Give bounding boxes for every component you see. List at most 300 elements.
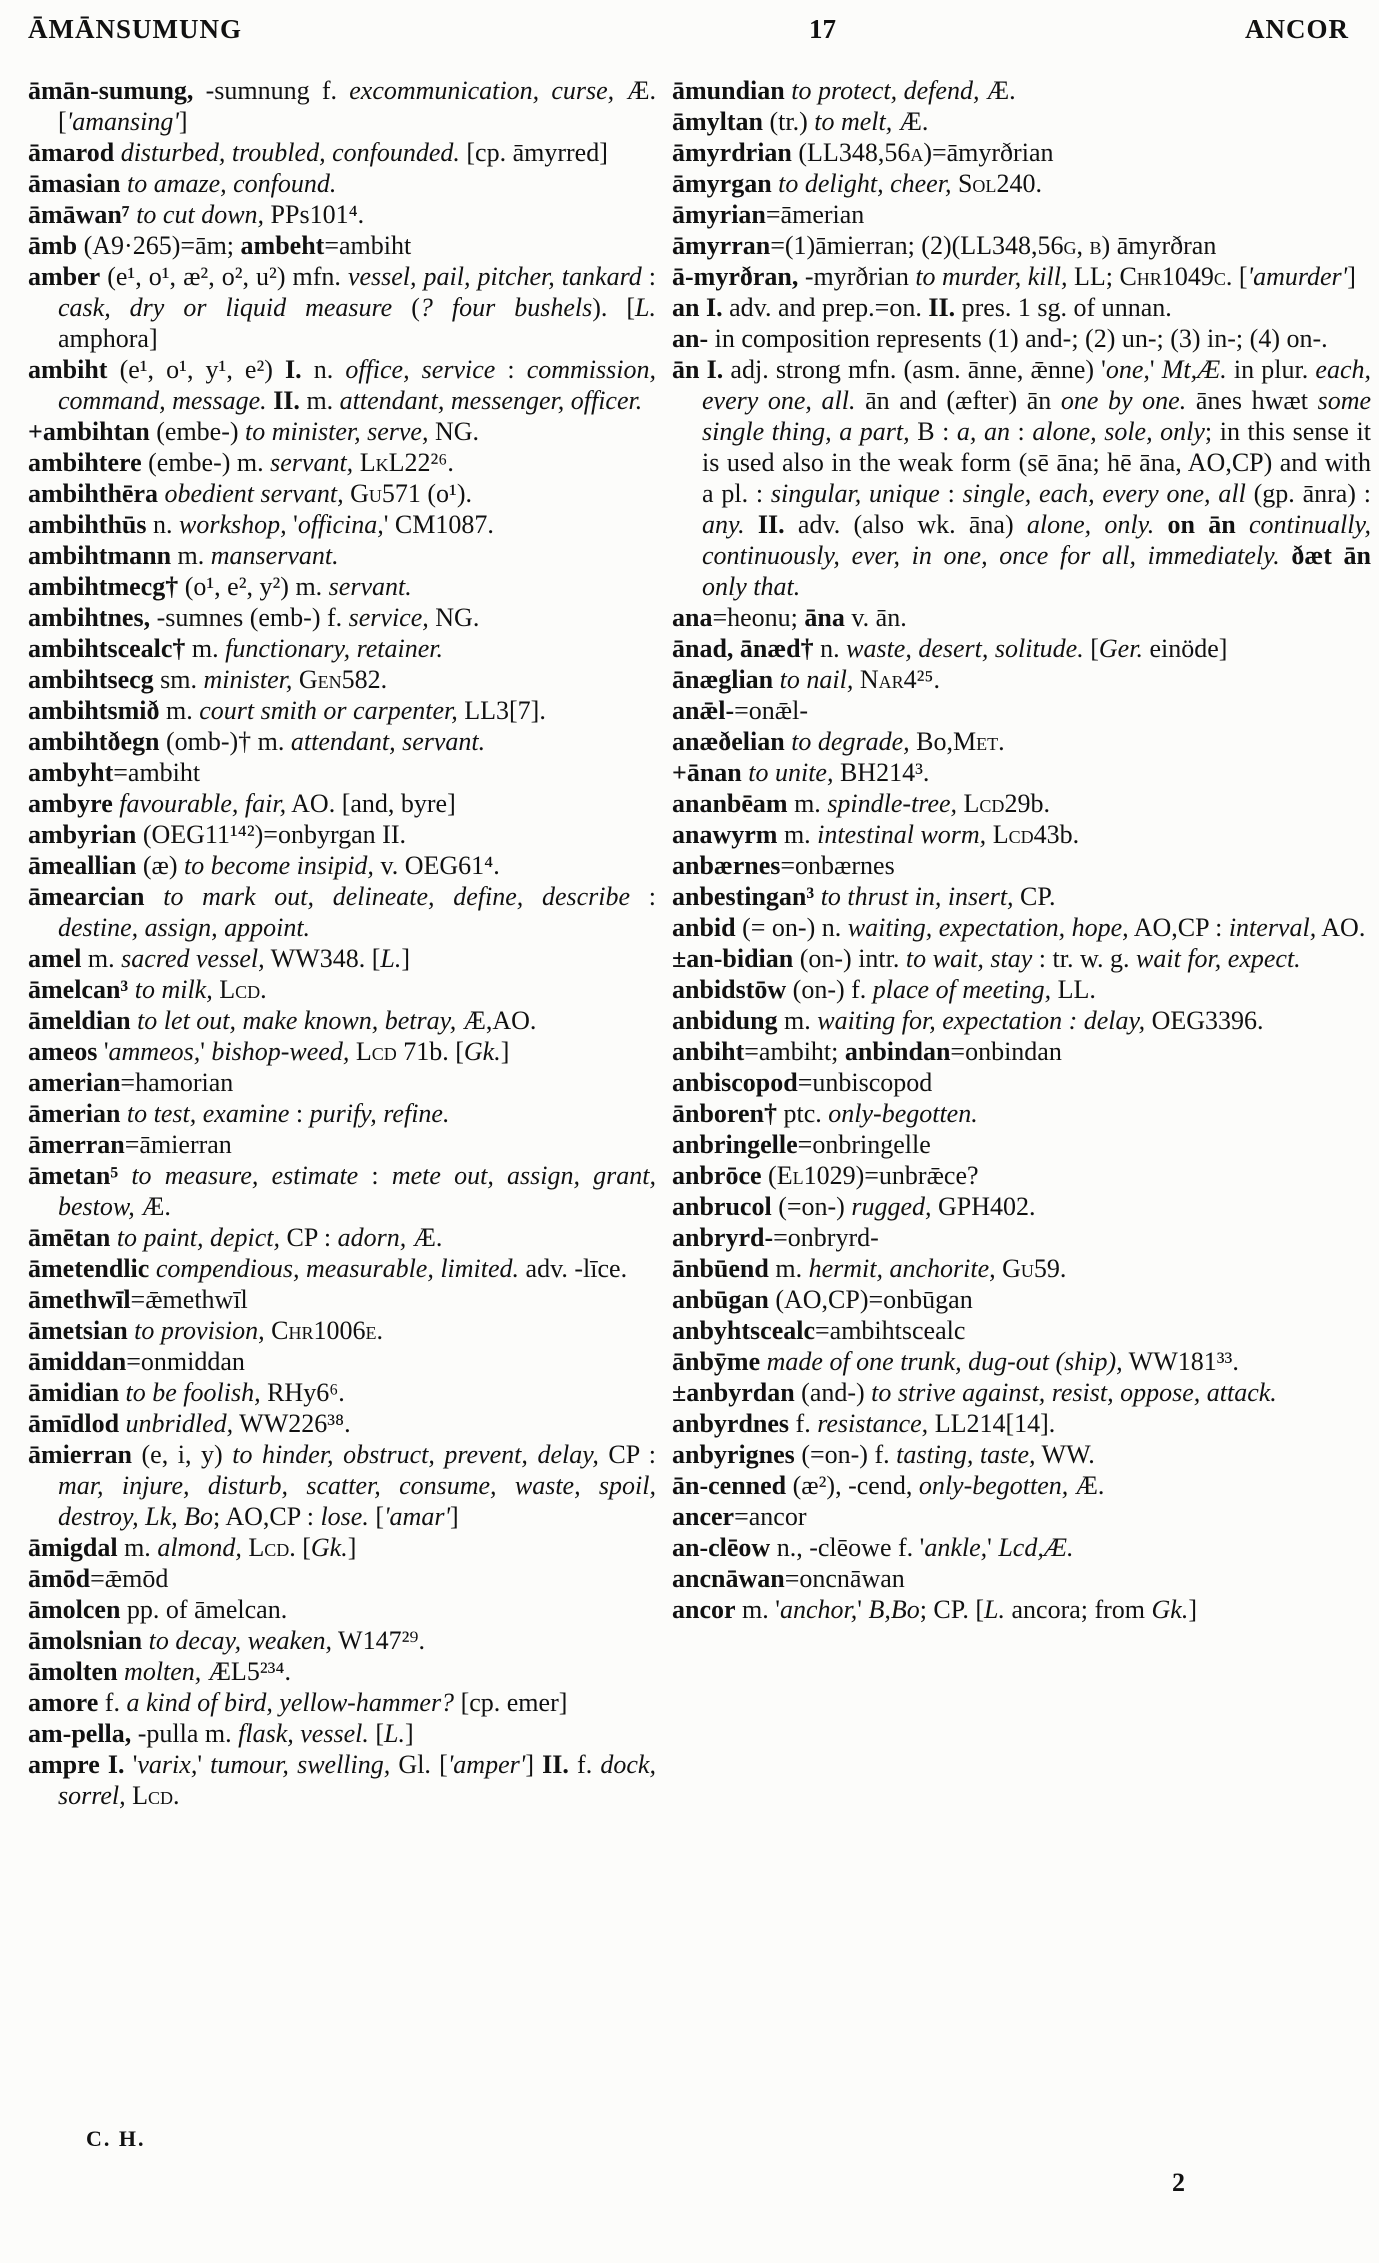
dictionary-entry bbox=[672, 602, 1371, 633]
entry-headword: ānbūend bbox=[672, 1254, 769, 1283]
entry-headword: anbestingan³ bbox=[672, 882, 815, 911]
entry-segment: B : bbox=[909, 417, 957, 446]
entry-segment: Æ,AO. bbox=[456, 1006, 537, 1035]
entry-segment: =ancor bbox=[734, 1502, 807, 1531]
entry-segment: =ambiht bbox=[113, 758, 201, 787]
entry-segment: place of meeting, bbox=[872, 975, 1052, 1004]
entry-segment: pp. of āmelcan. bbox=[120, 1595, 288, 1624]
entry-segment: n. bbox=[813, 634, 847, 663]
entry-segment: adj. strong mfn. (asm. ānne, ǣnne) ' bbox=[723, 355, 1106, 384]
entry-segment: . bbox=[998, 727, 1005, 756]
entry-segment: 'amper' bbox=[447, 1750, 526, 1779]
entry-segment: ankle, bbox=[924, 1533, 988, 1562]
entry-segment: adv. -līce. bbox=[519, 1254, 628, 1283]
dictionary-entry bbox=[28, 1160, 656, 1222]
entry-segment: (=on-) f. bbox=[794, 1440, 897, 1469]
entry-segment: =oncnāwan bbox=[784, 1564, 905, 1593]
entry-segment: 582. bbox=[341, 665, 388, 694]
entry-segment: ānes hwæt bbox=[1186, 386, 1318, 415]
entry-segment: . [ bbox=[1225, 262, 1248, 291]
dictionary-entry bbox=[28, 881, 656, 943]
entry-headword: +ambihtan bbox=[28, 417, 150, 446]
entry-segment: m. bbox=[299, 386, 340, 415]
entry-segment: ÆL5²³⁴. bbox=[201, 1657, 291, 1686]
entry-segment: hermit, anchorite, bbox=[808, 1254, 996, 1283]
entry-segment: m. bbox=[768, 1254, 809, 1283]
entry-segment: molten, bbox=[124, 1657, 202, 1686]
entry-segment: tasting, taste, bbox=[896, 1440, 1036, 1469]
entry-segment: to let out, make known, betray, bbox=[137, 1006, 457, 1035]
entry-segment: Lcd bbox=[248, 1533, 290, 1562]
entry-segment: Lcd,Æ. bbox=[998, 1533, 1074, 1562]
entry-segment: Lcd bbox=[132, 1781, 174, 1810]
dictionary-entry bbox=[28, 974, 656, 1005]
entry-headword: II. bbox=[928, 293, 956, 322]
entry-headword: ambihthēra bbox=[28, 479, 158, 508]
entry-segment: Lcd bbox=[355, 1037, 397, 1066]
dictionary-entry bbox=[672, 261, 1371, 292]
entry-segment: Nar bbox=[859, 665, 904, 694]
entry-headword: āmētan bbox=[28, 1223, 111, 1252]
entry-headword: āmierran bbox=[28, 1440, 132, 1469]
entry-headword: anbyrignes bbox=[672, 1440, 795, 1469]
entry-segment: Gk. bbox=[310, 1533, 348, 1562]
entry-segment: officina, bbox=[297, 510, 384, 539]
entry-segment: =onmiddan bbox=[126, 1347, 245, 1376]
entry-headword: ambyrian bbox=[28, 820, 137, 849]
entry-segment: (æ²), -cend, bbox=[786, 1471, 919, 1500]
entry-segment: (on-) intr. bbox=[793, 944, 906, 973]
entry-segment: in composition represents (1) and-; (2) un-; (3) in-; (4) on-. bbox=[708, 324, 1328, 353]
entry-segment: alone, sole, only bbox=[1032, 417, 1205, 446]
entry-segment: ] bbox=[401, 944, 411, 973]
dictionary-entry bbox=[672, 323, 1371, 354]
entry-segment: LL; bbox=[1067, 262, 1120, 291]
entry-segment: NG. bbox=[428, 417, 480, 446]
entry-segment: adv. (also wk. āna) bbox=[784, 510, 1027, 539]
dictionary-entry bbox=[28, 1129, 656, 1160]
entry-segment: =onbryrd- bbox=[773, 1223, 879, 1252]
dictionary-entry bbox=[672, 1067, 1371, 1098]
dictionary-entry bbox=[28, 199, 656, 230]
entry-segment: workshop, bbox=[179, 510, 287, 539]
entry-headword: āmiddan bbox=[28, 1347, 127, 1376]
entry-segment: =unbiscopod bbox=[797, 1068, 933, 1097]
entry-headword: amel bbox=[28, 944, 82, 973]
entry-headword: ānbȳme bbox=[672, 1347, 761, 1376]
entry-segment: ] bbox=[404, 1719, 414, 1748]
entry-segment: WW348. [ bbox=[264, 944, 381, 973]
entry-segment: rugged, bbox=[851, 1192, 932, 1221]
entry-segment: each, every one, all. bbox=[702, 355, 1372, 415]
entry-headword: I. bbox=[107, 1750, 125, 1779]
entry-segment: to thrust in, insert, bbox=[820, 882, 1014, 911]
entry-segment: 29b. bbox=[1004, 789, 1050, 818]
entry-segment: interval, bbox=[1228, 913, 1317, 942]
entry-segment: c bbox=[1213, 262, 1226, 291]
entry-segment: einöde] bbox=[1142, 634, 1228, 663]
entry-headword: āna bbox=[804, 603, 845, 632]
entry-headword: I. bbox=[705, 293, 723, 322]
entry-headword: āmyrdrian bbox=[672, 138, 792, 167]
entry-segment: to amaze, confound. bbox=[126, 169, 337, 198]
entry-segment: to wait, stay bbox=[905, 944, 1033, 973]
entry-segment: ' bbox=[857, 1595, 869, 1624]
entry-segment: Lcd bbox=[963, 789, 1005, 818]
entry-segment: to milk, bbox=[134, 975, 213, 1004]
entry-headword: ðæt ān bbox=[1291, 541, 1371, 570]
entry-segment: RHy6⁶. bbox=[260, 1378, 345, 1407]
entry-segment: ). [ bbox=[592, 293, 636, 322]
dictionary-entry bbox=[672, 137, 1371, 168]
entry-segment: m. bbox=[787, 789, 828, 818]
entry-headword: on ān bbox=[1167, 510, 1236, 539]
entry-segment: (e, i, y) bbox=[131, 1440, 233, 1469]
entry-segment: (LL348,56 bbox=[791, 138, 911, 167]
entry-headword: anbærnes bbox=[672, 851, 781, 880]
entry-segment: )=āmyrðrian bbox=[923, 138, 1054, 167]
entry-segment bbox=[699, 355, 706, 384]
dictionary-entry bbox=[672, 354, 1371, 602]
dictionary-entry bbox=[28, 478, 656, 509]
entry-headword: āmidian bbox=[28, 1378, 120, 1407]
entry-segment: [ bbox=[368, 1719, 384, 1748]
dictionary-entry bbox=[28, 509, 656, 540]
entry-headword: anbidung bbox=[672, 1006, 778, 1035]
entry-segment: L. bbox=[380, 944, 402, 973]
entry-segment: 'amurder' bbox=[1247, 262, 1348, 291]
entry-segment: =hamorian bbox=[120, 1068, 234, 1097]
entry-segment: : bbox=[495, 355, 527, 384]
entry-segment: -pulla m. bbox=[131, 1719, 239, 1748]
entry-segment: m. bbox=[159, 696, 200, 725]
entry-segment: v. OEG61⁴. bbox=[373, 851, 500, 880]
entry-segment: one, bbox=[1105, 355, 1150, 384]
dictionary-entry bbox=[28, 943, 656, 974]
dictionary-entry bbox=[672, 106, 1371, 137]
entry-headword: ambihtðegn bbox=[28, 727, 160, 756]
entry-segment: spindle-tree, bbox=[827, 789, 958, 818]
entry-headword: ancnāwan bbox=[672, 1564, 785, 1593]
entry-segment: 1049 bbox=[1161, 262, 1214, 291]
entry-segment: BH214³. bbox=[833, 758, 930, 787]
entry-headword: ambihtsmið bbox=[28, 696, 160, 725]
entry-segment: =ǣmethwīl bbox=[130, 1285, 248, 1314]
dictionary-entry bbox=[672, 850, 1371, 881]
entry-segment: mete out, assign, grant, bestow, bbox=[58, 1161, 657, 1221]
text-columns bbox=[0, 45, 1379, 1811]
entry-headword: āmetendlic bbox=[28, 1254, 150, 1283]
entry-segment: L. bbox=[635, 293, 656, 322]
dictionary-entry bbox=[672, 1563, 1371, 1594]
entry-headword: anbidstōw bbox=[672, 975, 787, 1004]
entry-headword: ambyre bbox=[28, 789, 113, 818]
entry-segment: n. bbox=[301, 355, 346, 384]
entry-segment: 1006 bbox=[313, 1316, 366, 1345]
entry-segment: Æ. bbox=[892, 107, 929, 136]
entry-segment: m. bbox=[81, 944, 122, 973]
dictionary-entry bbox=[28, 726, 656, 757]
entry-headword: II. bbox=[542, 1750, 569, 1779]
dictionary-entry bbox=[672, 664, 1371, 695]
entry-headword: anbryrd- bbox=[672, 1223, 774, 1252]
dictionary-entry bbox=[28, 1408, 656, 1439]
entry-headword: ±anbyrdan bbox=[672, 1378, 795, 1407]
entry-segment: [ bbox=[368, 1502, 384, 1531]
entry-segment: AO,CP : bbox=[1128, 913, 1229, 942]
dictionary-entry bbox=[672, 230, 1371, 261]
dictionary-entry bbox=[672, 1129, 1371, 1160]
entry-segment: excommunication, curse, bbox=[349, 76, 615, 105]
entry-segment: purify, refine. bbox=[309, 1099, 450, 1128]
entry-headword: ampre bbox=[28, 1750, 100, 1779]
entry-segment: unbridled, bbox=[125, 1409, 234, 1438]
dictionary-entry bbox=[28, 633, 656, 664]
entry-headword: āmōd bbox=[28, 1564, 91, 1593]
entry-headword: anbrucol bbox=[672, 1192, 772, 1221]
entry-segment: LL3[7]. bbox=[457, 696, 546, 725]
dictionary-entry bbox=[28, 1687, 656, 1718]
entry-headword: āmasian bbox=[28, 169, 121, 198]
dictionary-entry bbox=[28, 850, 656, 881]
dictionary-entry bbox=[672, 1594, 1371, 1625]
entry-segment: [cp. āmyrred] bbox=[459, 138, 608, 167]
entry-segment: 4²⁵. bbox=[903, 665, 940, 694]
dictionary-entry bbox=[28, 1656, 656, 1687]
dictionary-entry bbox=[28, 1036, 656, 1067]
entry-segment: singular, unique bbox=[770, 479, 940, 508]
dictionary-entry bbox=[28, 540, 656, 571]
dictionary-entry bbox=[28, 788, 656, 819]
entry-headword: anbindan bbox=[844, 1037, 951, 1066]
entry-segment: 71b. [ bbox=[396, 1037, 464, 1066]
entry-segment: (æ) bbox=[136, 851, 185, 880]
entry-segment: CP : bbox=[598, 1440, 656, 1469]
dictionary-entry bbox=[28, 1284, 656, 1315]
entry-segment: to mark out, delineate, define, describe bbox=[163, 882, 631, 911]
dictionary-entry bbox=[28, 1253, 656, 1284]
dictionary-entry bbox=[28, 447, 656, 478]
entry-headword: ānboren† bbox=[672, 1099, 777, 1128]
entry-headword: amore bbox=[28, 1688, 99, 1717]
header-right-keyword: ANCOR bbox=[1245, 14, 1349, 44]
dictionary-entry bbox=[28, 1222, 656, 1253]
dictionary-entry bbox=[28, 602, 656, 633]
entry-headword: āmundian bbox=[672, 76, 785, 105]
entry-segment: e bbox=[365, 1316, 377, 1345]
entry-segment: m. bbox=[185, 634, 226, 663]
entry-headword: āmyltan bbox=[672, 107, 763, 136]
dictionary-entry bbox=[672, 912, 1371, 943]
entry-segment: anchor, bbox=[779, 1595, 858, 1624]
entry-segment: 43b. bbox=[1033, 820, 1080, 849]
entry-segment: vessel, pail, pitcher, tankard bbox=[347, 262, 642, 291]
entry-segment: favourable, fair, bbox=[119, 789, 287, 818]
entry-segment: PPs101⁴. bbox=[264, 200, 365, 229]
dictionary-entry bbox=[672, 943, 1371, 974]
entry-headword: āmethwīl bbox=[28, 1285, 131, 1314]
entry-segment: to unite, bbox=[748, 758, 834, 787]
dictionary-entry bbox=[672, 75, 1371, 106]
dictionary-entry bbox=[28, 1005, 656, 1036]
dictionary-entry bbox=[28, 1377, 656, 1408]
entry-headword: āmyrian bbox=[672, 200, 766, 229]
entry-segment: disturbed, troubled, confounded. bbox=[120, 138, 460, 167]
entry-segment bbox=[1236, 510, 1249, 539]
entry-segment: Lcd bbox=[219, 975, 261, 1004]
entry-segment: ammeos, bbox=[108, 1037, 201, 1066]
entry-segment: L. bbox=[984, 1595, 1005, 1624]
entry-segment: ] bbox=[1347, 262, 1356, 291]
dictionary-entry bbox=[28, 230, 656, 261]
entry-segment: (= on-) n. bbox=[735, 913, 848, 942]
dictionary-entry bbox=[28, 1625, 656, 1656]
entry-segment: waiting, expectation, hope, bbox=[847, 913, 1129, 942]
dictionary-entry bbox=[672, 1346, 1371, 1377]
entry-segment: Ger. bbox=[1098, 634, 1143, 663]
dictionary-entry bbox=[28, 1346, 656, 1377]
dictionary-entry bbox=[672, 1253, 1371, 1284]
entry-segment: a, an bbox=[956, 417, 1010, 446]
entry-headword: āmeldian bbox=[28, 1006, 131, 1035]
entry-segment: Bo, bbox=[909, 727, 953, 756]
entry-segment: (gp. ānra) : bbox=[1245, 479, 1371, 508]
entry-headword: āmolten bbox=[28, 1657, 118, 1686]
entry-segment: f. bbox=[568, 1750, 601, 1779]
entry-headword: amerian bbox=[28, 1068, 121, 1097]
entry-segment: WW226³⁸. bbox=[233, 1409, 351, 1438]
entry-segment: adorn, bbox=[337, 1223, 407, 1252]
entry-segment: ' bbox=[987, 1533, 999, 1562]
entry-headword: āmetan⁵ bbox=[28, 1161, 119, 1190]
entry-headword: ambeht bbox=[240, 231, 325, 260]
entry-segment: 'amar' bbox=[384, 1502, 451, 1531]
entry-segment: minister, bbox=[203, 665, 293, 694]
entry-segment: service, bbox=[348, 603, 429, 632]
entry-headword: āmāwan⁷ bbox=[28, 200, 130, 229]
entry-segment: . [ bbox=[289, 1533, 311, 1562]
dictionary-entry bbox=[672, 199, 1371, 230]
left-column bbox=[28, 75, 656, 1811]
entry-segment: : bbox=[1009, 417, 1033, 446]
entry-headword: āmearcian bbox=[28, 882, 145, 911]
entry-segment: 59. bbox=[1033, 1254, 1067, 1283]
entry-headword: ān-cenned bbox=[672, 1471, 787, 1500]
entry-segment: to be foolish, bbox=[125, 1378, 261, 1407]
entry-headword: āmyrgan bbox=[672, 169, 772, 198]
entry-segment: =onbærnes bbox=[780, 851, 895, 880]
entry-segment: to minister, serve, bbox=[245, 417, 429, 446]
entry-segment: ] bbox=[178, 107, 188, 136]
entry-headword: āmelcan³ bbox=[28, 975, 129, 1004]
entry-segment: commission, command, message. bbox=[58, 355, 656, 415]
entry-headword: ananbēam bbox=[672, 789, 788, 818]
entry-segment: to measure, estimate bbox=[131, 1161, 359, 1190]
entry-segment: LkL bbox=[359, 448, 405, 477]
entry-segment: destine, assign, appoint. bbox=[58, 913, 311, 942]
entry-segment: office, service bbox=[345, 355, 496, 384]
entry-headword: I. bbox=[285, 355, 302, 384]
entry-headword: ±an-bidian bbox=[672, 944, 794, 973]
entry-headword: an-clēow bbox=[672, 1533, 771, 1562]
entry-segment: =ambiht bbox=[324, 231, 412, 260]
entry-segment: 1029)=unbrǣce? bbox=[803, 1161, 979, 1190]
entry-segment: flask, vessel. bbox=[238, 1719, 369, 1748]
entry-segment: attendant, messenger, officer. bbox=[339, 386, 643, 415]
entry-segment: any. bbox=[702, 510, 745, 539]
entry-segment: functionary, retainer. bbox=[225, 634, 444, 663]
entry-segment: . bbox=[260, 975, 267, 1004]
entry-headword: am-pella, bbox=[28, 1719, 132, 1748]
entry-headword: ā-myrðran, bbox=[672, 262, 799, 291]
entry-segment: : bbox=[630, 882, 656, 911]
entry-segment: Chr bbox=[271, 1316, 314, 1345]
entry-segment: Æ. bbox=[406, 1223, 443, 1252]
entry-headword: ambyht bbox=[28, 758, 114, 787]
entry-segment: to cut down, bbox=[136, 200, 265, 229]
entry-headword: āmetsian bbox=[28, 1316, 128, 1345]
entry-segment: servant. bbox=[328, 572, 412, 601]
dictionary-entry bbox=[28, 664, 656, 695]
entry-segment: ( bbox=[761, 1161, 777, 1190]
entry-segment: Sol bbox=[957, 169, 997, 198]
entry-segment: NG. bbox=[428, 603, 480, 632]
entry-segment: adv. and prep.=on. bbox=[722, 293, 929, 322]
entry-segment: (embe-) m. bbox=[141, 448, 271, 477]
dictionary-entry bbox=[28, 168, 656, 199]
entry-headword: ancor bbox=[672, 1595, 736, 1624]
entry-segment: tumour, swelling, bbox=[210, 1750, 391, 1779]
dictionary-entry bbox=[672, 881, 1371, 912]
entry-segment: (o¹, e², y²) m. bbox=[178, 572, 329, 601]
entry-segment: ' bbox=[286, 510, 298, 539]
entry-segment: =onbringelle bbox=[797, 1130, 931, 1159]
entry-headword: anbūgan bbox=[672, 1285, 769, 1314]
dictionary-entry bbox=[672, 1191, 1371, 1222]
entry-segment: servant, bbox=[270, 448, 354, 477]
entry-headword: ambihtere bbox=[28, 448, 142, 477]
entry-segment: Gen bbox=[298, 665, 342, 694]
entry-segment: (AO,CP)=onbūgan bbox=[768, 1285, 973, 1314]
entry-segment: Mt,Æ. bbox=[1161, 355, 1227, 384]
entry-segment: intestinal worm, bbox=[817, 820, 987, 849]
entry-segment: lose. bbox=[320, 1502, 369, 1531]
entry-headword: ameos bbox=[28, 1037, 98, 1066]
entry-segment: b bbox=[1089, 231, 1102, 260]
entry-segment: to test, examine bbox=[126, 1099, 290, 1128]
dictionary-entry bbox=[672, 788, 1371, 819]
dictionary-entry bbox=[672, 1098, 1371, 1129]
entry-segment: cask, dry or liquid measure bbox=[58, 293, 393, 322]
entry-segment: =onǣl- bbox=[734, 696, 809, 725]
entry-headword: an- bbox=[672, 324, 709, 353]
entry-segment: resistance, bbox=[817, 1409, 929, 1438]
entry-headword: anbid bbox=[672, 913, 736, 942]
entry-segment: ; in this sense it is used also in the weak form (sē āna; hē āna, AO,CP) and with a pl. : bbox=[702, 417, 1371, 508]
entry-headword: anæðelian bbox=[672, 727, 785, 756]
entry-headword: anbyhtscealc bbox=[672, 1316, 815, 1345]
entry-segment: ' bbox=[1149, 355, 1162, 384]
entry-headword: anbyrdnes bbox=[672, 1409, 790, 1438]
entry-segment: g bbox=[1063, 231, 1077, 260]
entry-headword: ambiht bbox=[28, 355, 108, 384]
entry-segment: amphora] bbox=[58, 324, 158, 353]
entry-headword: an bbox=[672, 293, 700, 322]
entry-segment: WW181³³. bbox=[1122, 1347, 1239, 1376]
entry-headword: anbringelle bbox=[672, 1130, 798, 1159]
entry-headword: +ānan bbox=[672, 758, 742, 787]
entry-segment: 22²⁶. bbox=[404, 448, 454, 477]
